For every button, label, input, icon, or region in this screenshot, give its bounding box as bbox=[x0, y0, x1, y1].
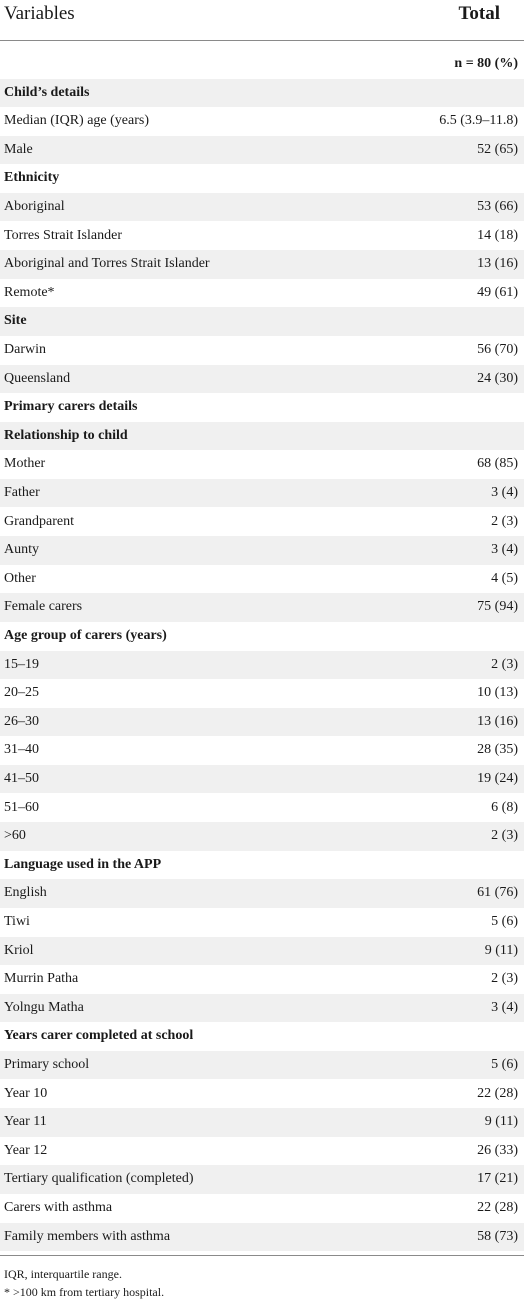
table-row bbox=[0, 508, 524, 537]
row-value: 4 (5) bbox=[491, 570, 518, 586]
table-row bbox=[0, 136, 524, 165]
table-row bbox=[0, 107, 524, 136]
row-value: 3 (4) bbox=[491, 542, 518, 558]
row-value: 13 (16) bbox=[477, 713, 518, 729]
row-label: Yolngu Matha bbox=[4, 999, 84, 1015]
row-label: Kriol bbox=[4, 942, 34, 958]
section-header-row bbox=[0, 164, 524, 193]
row-label: Aunty bbox=[4, 542, 39, 558]
row-label: Primary school bbox=[4, 1056, 90, 1072]
table-row bbox=[0, 794, 524, 823]
section-label: Years carer completed at school bbox=[4, 1028, 194, 1044]
table-row bbox=[0, 679, 524, 708]
row-value: 3 (4) bbox=[491, 999, 518, 1015]
row-value: 19 (24) bbox=[477, 770, 518, 786]
table-row bbox=[0, 822, 524, 851]
row-value: 6.5 (3.9–11.8) bbox=[439, 113, 518, 129]
table-row bbox=[0, 279, 524, 308]
table-row bbox=[0, 1194, 524, 1223]
row-label: Carers with asthma bbox=[4, 1199, 113, 1215]
table-row bbox=[0, 937, 524, 966]
row-label: Darwin bbox=[4, 341, 46, 357]
table-row bbox=[0, 250, 524, 279]
row-value: 10 (13) bbox=[477, 685, 518, 701]
row-label: Father bbox=[4, 484, 40, 500]
section-header-row bbox=[0, 422, 524, 451]
table-row bbox=[0, 450, 524, 479]
row-label: Aboriginal bbox=[4, 198, 65, 214]
table-row bbox=[0, 708, 524, 737]
table-row bbox=[0, 479, 524, 508]
section-label: Site bbox=[4, 313, 27, 329]
row-value: 17 (21) bbox=[477, 1171, 518, 1187]
footnotes bbox=[4, 1265, 164, 1301]
section-label: Primary carers details bbox=[4, 399, 138, 415]
row-label: 26–30 bbox=[4, 713, 39, 729]
row-value: 9 (11) bbox=[484, 942, 518, 958]
row-value: 52 (65) bbox=[477, 141, 518, 157]
row-value: 5 (6) bbox=[491, 913, 518, 929]
section-header-row bbox=[0, 393, 524, 422]
section-header-row bbox=[0, 851, 524, 880]
row-value: 68 (85) bbox=[477, 456, 518, 472]
section-label: Language used in the APP bbox=[4, 856, 162, 872]
row-label: Torres Strait Islander bbox=[4, 227, 122, 243]
table-row bbox=[0, 193, 524, 222]
table-row bbox=[0, 336, 524, 365]
n-label: n = 80 (%) bbox=[454, 56, 518, 71]
table-row bbox=[0, 593, 524, 622]
row-label: Murrin Patha bbox=[4, 971, 79, 987]
section-label: Relationship to child bbox=[4, 427, 128, 443]
table-bottom-rule bbox=[0, 1255, 524, 1256]
table-row bbox=[0, 536, 524, 565]
row-value: 56 (70) bbox=[477, 341, 518, 357]
section-header-row bbox=[0, 307, 524, 336]
row-value: 5 (6) bbox=[491, 1056, 518, 1072]
table-row bbox=[0, 765, 524, 794]
row-label: Aboriginal and Torres Strait Islander bbox=[4, 256, 210, 272]
table-header bbox=[0, 0, 524, 41]
row-value: 2 (3) bbox=[491, 828, 518, 844]
row-label: Tiwi bbox=[4, 913, 30, 929]
row-label: English bbox=[4, 885, 47, 901]
row-label: Other bbox=[4, 570, 36, 586]
footnote-iqr: IQR, interquartile range. bbox=[4, 1267, 122, 1281]
row-label: Male bbox=[4, 141, 33, 157]
row-label: Year 12 bbox=[4, 1142, 48, 1158]
row-label: 41–50 bbox=[4, 770, 39, 786]
row-label: Grandparent bbox=[4, 513, 74, 529]
table-row bbox=[0, 736, 524, 765]
section-header-row bbox=[0, 79, 524, 108]
row-label: Mother bbox=[4, 456, 46, 472]
row-value: 2 (3) bbox=[491, 656, 518, 672]
row-value: 3 (4) bbox=[491, 484, 518, 500]
row-value: 61 (76) bbox=[477, 885, 518, 901]
row-value: 24 (30) bbox=[477, 370, 518, 386]
table-row bbox=[0, 965, 524, 994]
table-row bbox=[0, 1223, 524, 1252]
header-variables: Variables bbox=[4, 3, 75, 24]
table-row bbox=[0, 222, 524, 251]
row-label: 31–40 bbox=[4, 742, 39, 758]
section-header-row bbox=[0, 1022, 524, 1051]
table-row bbox=[0, 1051, 524, 1080]
table-row bbox=[0, 879, 524, 908]
row-value: 2 (3) bbox=[491, 971, 518, 987]
row-label: Year 11 bbox=[4, 1114, 47, 1130]
section-label: Ethnicity bbox=[4, 170, 60, 186]
row-label: Female carers bbox=[4, 599, 83, 615]
row-label: Median (IQR) age (years) bbox=[4, 113, 149, 129]
row-value: 22 (28) bbox=[477, 1199, 518, 1215]
row-label: Year 10 bbox=[4, 1085, 48, 1101]
row-value: 22 (28) bbox=[477, 1085, 518, 1101]
table-row bbox=[0, 365, 524, 394]
row-label: 20–25 bbox=[4, 685, 39, 701]
row-value: 9 (11) bbox=[484, 1114, 518, 1130]
section-label: Child’s details bbox=[4, 84, 90, 100]
section-label: Age group of carers (years) bbox=[4, 627, 167, 643]
header-total: Total bbox=[458, 3, 500, 24]
row-label: 51–60 bbox=[4, 799, 39, 815]
table-row bbox=[0, 1080, 524, 1109]
table-row bbox=[0, 1137, 524, 1166]
row-value: 28 (35) bbox=[477, 742, 518, 758]
footnote-remote: * >100 km from tertiary hospital. bbox=[4, 1285, 165, 1299]
row-value: 49 (61) bbox=[477, 284, 518, 300]
table-row bbox=[0, 651, 524, 680]
row-value: 75 (94) bbox=[477, 599, 518, 615]
row-value: 53 (66) bbox=[477, 198, 518, 214]
table-row bbox=[0, 908, 524, 937]
row-label: Family members with asthma bbox=[4, 1228, 171, 1244]
row-value: 58 (73) bbox=[477, 1228, 518, 1244]
row-label: Remote* bbox=[4, 284, 55, 300]
row-value: 26 (33) bbox=[477, 1142, 518, 1158]
table-row bbox=[0, 1165, 524, 1194]
table-row bbox=[0, 565, 524, 594]
row-value: 6 (8) bbox=[491, 799, 518, 815]
row-label: 15–19 bbox=[4, 656, 39, 672]
row-value: 13 (16) bbox=[477, 256, 518, 272]
row-label: >60 bbox=[4, 828, 26, 844]
n-row bbox=[0, 50, 524, 79]
row-label: Tertiary qualification (completed) bbox=[4, 1171, 194, 1187]
table-row bbox=[0, 994, 524, 1023]
section-header-row bbox=[0, 622, 524, 651]
row-value: 14 (18) bbox=[477, 227, 518, 243]
row-label: Queensland bbox=[4, 370, 71, 386]
row-value: 2 (3) bbox=[491, 513, 518, 529]
table-row bbox=[0, 1108, 524, 1137]
